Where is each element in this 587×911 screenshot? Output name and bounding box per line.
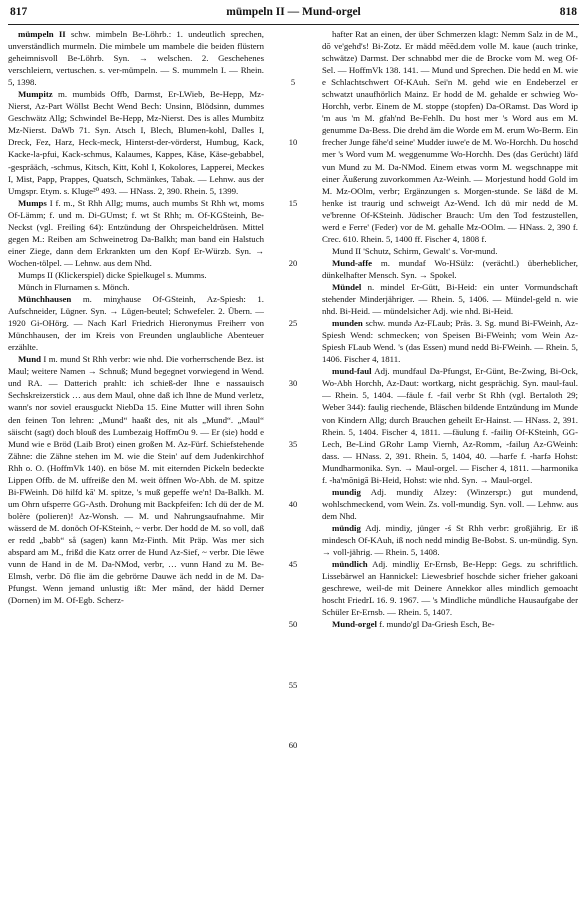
entry-headword: mündlich bbox=[332, 559, 368, 570]
entry-body: f. mundo'gl Da-Griesh Esch, Be- bbox=[376, 619, 495, 630]
entry-body: hafter Rat an einen, der über Schmerzen klagt: Nemm Salz in de M., dō ve'gehd's! Bi-Zotz. Er mädd mēēd.dem volle M. kaue (auch trinke, schwätze) Darmst. Der schnabbd mer die de Brocke vom M. weg Of-Sel. — HoffmVk 138. 141. — Mund und Sprechen. Die hedd en M. wie e Schlachtschwert Of-KAuh. Sei'n M. gehd wie en Endeberzel er schwatzt unaufhörlich Mainz. Er hodd de M. gehalde er schwieg Wo-Horchh, verbr. Einem de M. stoppe (stopfen) Da-ORamst. Das Word ip 'm aus 'm M. gfah'nd Be-Fehlh. Du host mer 's Word aus em M. genumme Da-Bess. Die drehd äm die Worde em M. erum Wo-Berm. Ein frecher Junge fähe'd seine' Mudder iuwe'e de M. Wo-Horchh. Du hoschd mer 's Word vum M. weggenumme Wo-Horchh. Des (das Gerücht) läfd vun Mund zu M. Da-NMod. Einem etwas vorm M. wegschnappe mit einer Äußerung zuvorkommen Az-Weinh. — Morjestund hodd Gold im M. Mz-OOlm, verbr; Ergänzungen s. Morgen-stunde. Se läßd de M. henke ist traurig und schweigt Az-Wend. Ich dü mir nedd de M. ve'brenne Of-KSteinh. Jüdischer Brauch: Um den Tod festzustellen, werd e Ferre' (Feder) vor de M. gehalle Mz-OOlm. — HNass. 2, 390 f. Crec. 610. Rhein. 5, 1400 ff. Fischer 4, 1808 f. bbox=[322, 29, 578, 244]
entry-body: Mumps II (Klickerspiel) dicke Spielkugel s. Mumms. bbox=[18, 269, 207, 280]
dictionary-entry bbox=[8, 281, 264, 293]
entry-body: Münch in Flurnamen s. Mönch. bbox=[18, 281, 130, 292]
running-title: mümpeln II — Mund-orgel bbox=[226, 6, 361, 18]
entry-body: n. mindel Er-Gütt, Bi-Heid: ein unter Vormundschaft stehender Minderjähriger. — Rhein. 5, 1406. — Mündel-geld n. wie nhd. Bi-Heid. — mündelsicher Adj. wie nhd. Bi-Heid. bbox=[322, 281, 578, 317]
entry-body: Mund II 'Schutz, Schirm, Gewalt' s. Vor-mund. bbox=[332, 245, 498, 256]
dictionary-entry bbox=[322, 245, 578, 257]
entry-body: schw. mundə Az-FLaub; Präs. 3. Sg. mund Bi-FWeinh, Az-Spiesh Wend: schmecken; von Speisen Bi-FWeinh; vom Wein Az-Spiesh FLaub Wend. 's (das Essen) mund nedd Bi-FWeinh. — Rhein. 5, 1406. Fischer 4, 1811. bbox=[322, 318, 578, 365]
entry-body: m. minχhause Of-GSteinh, Az-Spiesh: 1. Aufschneider, Lügner. Syn. → Lügen-beutel; Schwefeler. 2. Übern. — 1920 Gi-OHörg. — Nach Karl Friedrich Hieronymus Freiherr von Münchhausen, der im Kreis von Freunden unglaubliche Abenteuer erzählte. bbox=[8, 294, 264, 353]
entry-body: Adj. mindiχ, jünger -ś St Rhh verbr: großjährig. Er iß mindesch Of-KAuh, iß noch nedd mindig Be-Bobst. S. un-mündig. Syn. → voll-jährig. — Rhein. 5, 1408. bbox=[322, 522, 578, 558]
dictionary-entry bbox=[322, 558, 578, 618]
line-number: 5 bbox=[290, 77, 296, 88]
line-number: 15 bbox=[288, 197, 298, 208]
dictionary-entry bbox=[8, 88, 264, 196]
entry-headword: Mumpitz bbox=[18, 89, 53, 100]
dictionary-entry bbox=[322, 522, 578, 558]
dictionary-entry bbox=[322, 317, 578, 365]
dictionary-entry bbox=[322, 618, 578, 630]
line-number: 30 bbox=[288, 378, 298, 389]
dictionary-entry bbox=[322, 486, 578, 522]
header-rule bbox=[8, 24, 579, 25]
left-column bbox=[8, 28, 264, 903]
dictionary-entry bbox=[8, 269, 264, 281]
line-number: 40 bbox=[288, 498, 298, 509]
entry-headword: mümpeln II bbox=[18, 29, 66, 39]
entry-body: Adj. mundfaul Da-Pfungst, Er-Günt, Be-Zwing, Bi-Ock, Wo-Abh Horchh, Az-Daut: wortkarg, nicht gesprächig. Syn. maul-faul. — Rhein. 5, 1404. —fäule f. -fail verbr St Rhh (vgl. Bertaloth 29; Weber 344): faulig riechende, Bläschen bildende Entzündung im Munde von Kindern Allg; durch Brauchen geheilt Er-Hainst. — HNass. 2, 391. Rhein. 5, 1404. Fischer 4, 1811. —fäulung f. -failiŋ Of-KSteinh, GG-Lech, Be-Lind GRohr Lamp Viernh, Az-Romm, -failuŋ Az-GWeinh: dass. — HNass. 2, 391. Rhein. 5, 1404, 40. —harfe f. -harfə Hohst: Mundharmonika. Syn. → Maul-orgel. — Fischer 4, 1811. —harmonika f. -ha'mōnigā Bi-Heid, Hohst: wie nhd. Syn. → Maul-orgel. bbox=[322, 366, 578, 485]
entry-headword: mündig bbox=[332, 522, 361, 533]
entry-headword: Mund bbox=[18, 354, 41, 365]
right-column bbox=[322, 28, 578, 903]
page-header bbox=[10, 6, 577, 22]
dictionary-entry bbox=[8, 293, 264, 353]
line-number: 45 bbox=[288, 559, 298, 570]
page-number-left: 817 bbox=[10, 6, 28, 18]
line-number: 25 bbox=[288, 318, 298, 329]
dictionary-entry bbox=[322, 28, 578, 245]
dictionary-entry bbox=[322, 281, 578, 317]
entry-body: m. mundaf Wo-HSülz: (verächtl.) überheblicher, dünkelhafter Mensch. Syn. → Spokel. bbox=[322, 257, 578, 280]
line-number: 35 bbox=[288, 438, 298, 449]
entry-headword: munden bbox=[332, 318, 363, 329]
entry-headword: Mumps bbox=[18, 197, 47, 208]
dictionary-entry bbox=[8, 197, 264, 269]
entry-body: m. mumbids Offb, Darmst, Er-LWieb, Be-Hepp, Mz-Nierst, Az-Part Wöllst Becht Wend Bech: Unsinn, Blödsinn, dummes Geschwätz Allg; Schwindel Be-Hepp, Mz-Nierst. Des is alles Mumbitz Mz-Nierst. DaWb 71. Syn. Atsch I, Blech, Blumen-kohl, Dalles I, Dreck, Fez, Harz, Heck-meck, Hinterst-der-vörderst, Humbug, Kack, Kacke-la-pfui, Kack-schmus, Kalaumes, Kappes, Käse, Käse-gebabbel, -gesprääch, -schmus, Kitsch, Kitt, Kohl I, Kokolores, Lapperei, Meckes I, Mist, Papp, Prappes, Quatsch, Schmänkes, Tabak. — Lehnw. aus der Umgspr. Etym. s. Kluge²⁰ 493. — HNass. 2, 390. Rhein. 5, 1399. bbox=[8, 89, 264, 196]
line-number-gutter bbox=[278, 28, 308, 903]
entry-headword: mund-faul bbox=[332, 366, 372, 377]
dictionary-entry bbox=[8, 353, 264, 606]
entry-body: I f. m., St Rhh Allg; mums, auch mumbs St Rhh wt, moms Of-Lämm; f. und m. Di-GUmst; f. wt St Rhh; m. Of-KGSteinh, Be-Neckst (vgl. Freiling 64): Entzündung der Ohrspeicheldrüsen. Mittel gegen M.: Reiben am Schweinetrog Da-Balkh; man band ein Halstuch einer Ziege, dann dem Erkrankten um den Kopf Er-Würzb. Syn. → Wochen-tölpel. — Lehnw. aus dem Nhd. bbox=[8, 197, 264, 268]
line-number: 50 bbox=[288, 619, 298, 630]
entry-headword: Mund-affe bbox=[332, 257, 373, 268]
page-number-right: 818 bbox=[559, 6, 577, 18]
entry-body: schw. mimbeln Be-Löhrb.: 1. undeutlich sprechen, unverständlich murmeln. Die mimbele um mambele die beiden flüstern geheimnisvoll Be-Löhrb. Syn. → welschen. 2. Geschehenes verschleiern, vertuschen. s. ver-mümpeln. — S. mummeln I. — Rhein. 5, 1398. bbox=[8, 29, 264, 88]
line-number: 55 bbox=[288, 679, 298, 690]
entry-body: Adj. mundiχ Alzey: (Winzerspr.) gut mundend, wohlschmeckend, vom Wein. Zs. voll-mundig. Syn. voll. — Lehnw. aus dem Nhd. bbox=[322, 486, 578, 521]
entry-headword: Münchhausen bbox=[18, 294, 72, 305]
entry-headword: mundig bbox=[332, 486, 361, 497]
entry-headword: Mund-orgel bbox=[332, 619, 377, 630]
entry-headword: Mündel bbox=[332, 281, 362, 292]
line-number: 10 bbox=[288, 137, 298, 148]
dictionary-entry bbox=[8, 28, 264, 88]
entry-body: I m. mund St Rhh verbr: wie nhd. Die vorherrschende Bez. ist Maul; weitere Namen → Schnuß; Mund begegnet vorwiegend in Wend. und RA. — Datterich prahlt: ich schieß-der Ihne e nassauisch Sechskreizerstick … aus dem Maul, ohne daß ich Ihne de Mund verletz, wann's nor soviel erausguckt NiebDa 15. Eine Mutter will ihren Sohn den feinen Ton lehren: „Mund“ haaßt des, nit als „Mund“. „Maul“ säischt (sagt) doch blouß des Lumbezaig HoffmOu 9. — Er (sie) hodd e Mund wie e Bröd (Laib Brot) einen großen M. Az-Fürf. Schiefstehende Zähne: die Zähne stehen im M. wie die Stein' auf dem Judenkirchhof Rhh o. O. (HoffmVk 140). en böse M. mit eiternden Pickeln bedeckte Lippen Offb. de M. uffreiße den M. weit öffnen Wo-Abh. de M. spitze Bi-FWeinh. Dö hilfd kā' M. spitze, 's muß gepeffe we'n! Da-Balkh. M. um Ohrn ufsperre GG-Asth. Drohung mit Backpfeifen: Ich dü der de M. bolère (polieren)! Az-Wonsh. — M. und Nahrungsaufnahme. Mir wässerd de M. donöch Of-KSteinh, ~ verbr. Der hodd de M. so voll, daß er redd „babb“ så (sagen) kann Mz-Finth. Mit Präp. Was mer sich abspard am M., frißd die Katz orrer de Hund Az-Sief, ~ verbr. Die lēwe vunn de Hand in de M. Da-NMod, verbr, … vunn Hand zu M. Be-Elmsh, verbr. Dō flie äm die gebrörne Dauwe äch nedd in de M. Da-Pfungst. Wenn jemand unlustig ißt: Mer mānd, der hädd Derner (Dornen) im M. Of-Egb. Scherz- bbox=[8, 354, 264, 606]
line-number: 20 bbox=[288, 257, 298, 268]
line-number: 60 bbox=[288, 739, 298, 750]
entry-body: Adj. mindliχ Er-Ernsb, Be-Hepp: Gegs. zu schriftlich. Lissebärwel an Hannickel: Liewesbrief hoschde sicher frieher gakoani geschrewe, weil-de mit Deinere Annekkor alles mindlich gemoacht hoscht FriedrL 16. 9. 1967. — 's Mindliche mündliche Hausaufgabe der Schüler Er-Ernsb. — Rhein. 5, 1407. bbox=[322, 559, 578, 618]
dictionary-entry bbox=[322, 365, 578, 485]
dictionary-entry bbox=[322, 257, 578, 281]
